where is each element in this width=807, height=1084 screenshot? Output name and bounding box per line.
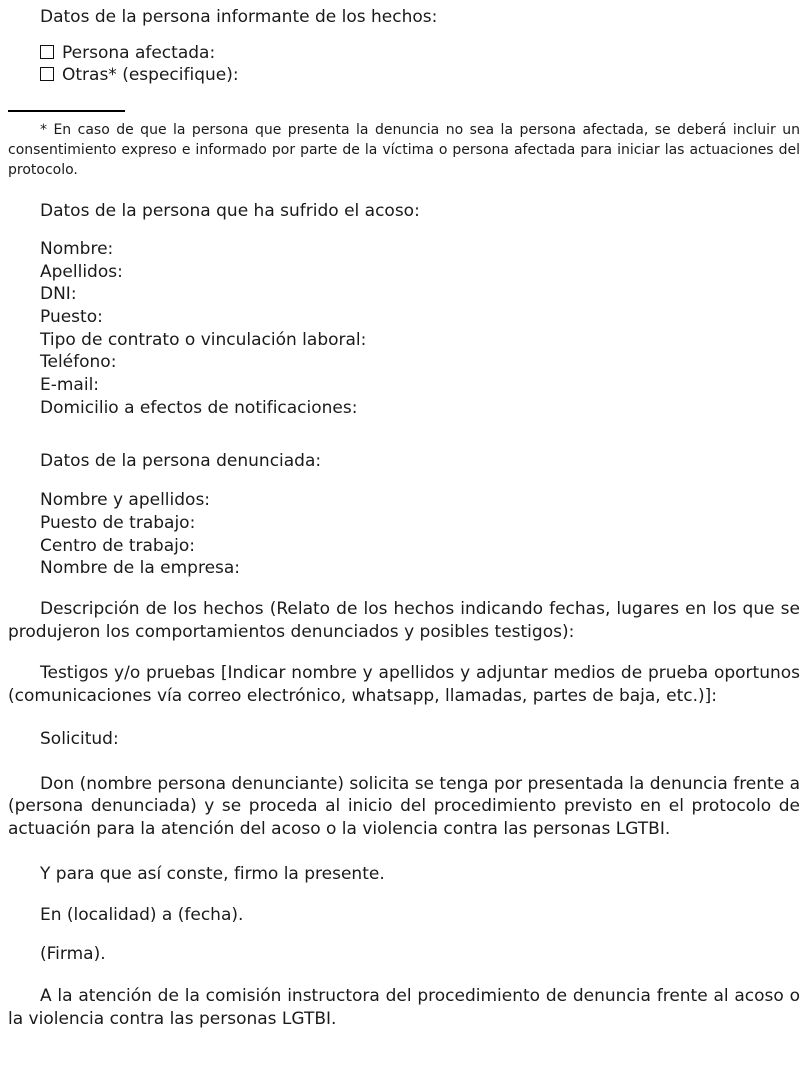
paragraph-testigos-pruebas: Testigos y/o pruebas [Indicar nombre y apellidos y adjuntar medios de prueba oportunos (comunicaciones vía correo electrónico, whatsapp, llamadas, partes de baja, etc.)]: xyxy=(8,663,800,707)
field-email: E-mail: xyxy=(40,375,100,396)
paragraph-peticion: Don (nombre persona denunciante) solicita se tenga por presentada la denuncia frente a (persona denunciada) y se proceda al inicio del procedimiento previsto en el protocolo de actuación para la atención del acoso o la violencia contra las personas LGTBI. xyxy=(8,773,800,839)
victim-section-title: Datos de la persona que ha sufrido el acoso: xyxy=(40,201,420,222)
field-telefono: Teléfono: xyxy=(40,352,117,373)
paragraph-descripcion-hechos: Descripción de los hechos (Relato de los hechos indicando fechas, lugares en los que se produjeron los comportamientos denunciados y posibles testigos): xyxy=(8,599,800,642)
footnote-text: * En caso de que la persona que presenta la denuncia no sea la persona afectada, se deberá incluir un consentimiento expreso e informado por parte de la víctima o persona afectada para iniciar las actuaciones del protocolo. xyxy=(8,122,800,178)
paragraph-conste: Y para que así conste, firmo la presente. xyxy=(40,863,385,884)
accused-field-list xyxy=(8,489,800,580)
paragraph-lugar-fecha: En (localidad) a (fecha). xyxy=(40,905,244,926)
field-puesto: Puesto: xyxy=(40,307,103,328)
paragraph-firma: (Firma). xyxy=(40,944,106,965)
checkbox-option-otras xyxy=(8,64,800,87)
accused-section-title: Datos de la persona denunciada: xyxy=(40,450,322,471)
field-domicilio: Domicilio a efectos de notificaciones: xyxy=(40,397,358,418)
field-dni: DNI: xyxy=(40,284,77,305)
checkbox-label: Otras* (especifique): xyxy=(62,65,239,86)
field-centro-trabajo: Centro de trabajo: xyxy=(40,535,195,556)
informant-section-title: Datos de la persona informante de los hechos: xyxy=(40,7,438,27)
checkbox-icon[interactable] xyxy=(40,45,54,59)
checkbox-label: Persona afectada: xyxy=(62,42,216,63)
field-nombre-apellidos: Nombre y apellidos: xyxy=(40,490,211,511)
checkbox-icon[interactable] xyxy=(40,67,54,81)
checkbox-option-persona-afectada xyxy=(8,42,800,65)
victim-field-list xyxy=(8,238,800,420)
paragraph-atencion-comision: A la atención de la comisión instructora del procedimiento de denuncia frente al acoso o la violencia contra las personas LGTBI. xyxy=(8,985,800,1029)
field-apellidos: Apellidos: xyxy=(40,261,123,282)
footnote-separator-rule xyxy=(8,110,125,112)
field-nombre: Nombre: xyxy=(40,238,114,259)
field-tipo-contrato: Tipo de contrato o vinculación laboral: xyxy=(40,329,367,350)
field-puesto-trabajo: Puesto de trabajo: xyxy=(40,512,196,533)
paragraph-solicitud-title: Solicitud: xyxy=(40,728,119,749)
field-nombre-empresa: Nombre de la empresa: xyxy=(40,558,241,579)
